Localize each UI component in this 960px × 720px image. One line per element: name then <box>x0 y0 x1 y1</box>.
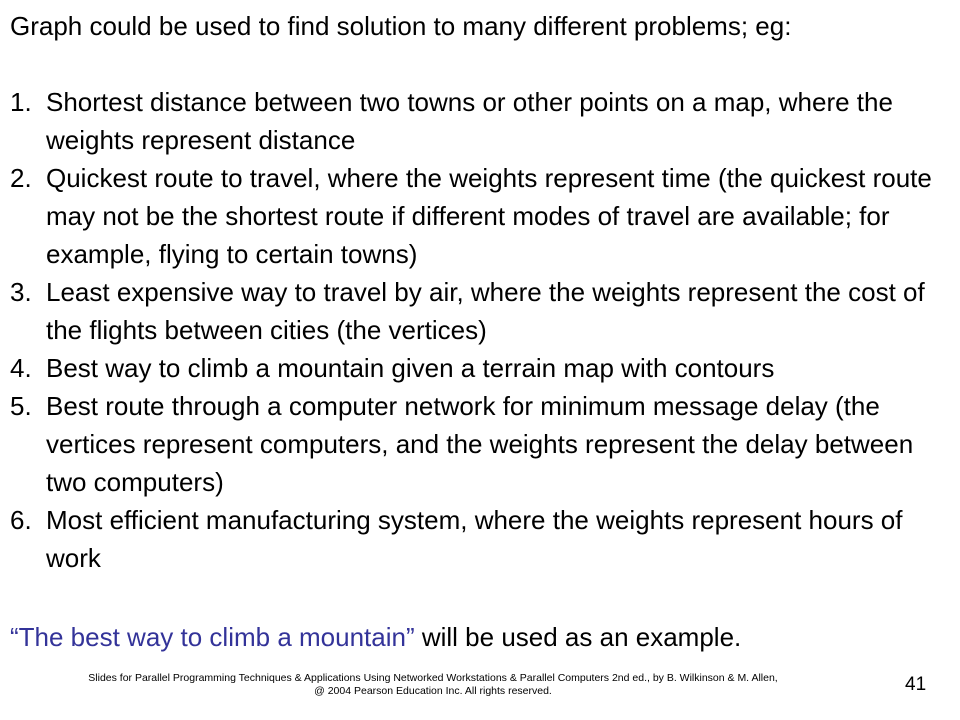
list-item <box>0 273 946 349</box>
footer-line-1: Slides for Parallel Programming Techniques & Applications Using Networked Workstations & Parallel Computers 2nd ed., by B. Wilkinson & M. Allen, <box>88 672 778 684</box>
list-item <box>0 387 946 501</box>
item-number: 2. <box>10 163 32 193</box>
page-number: 41 <box>905 674 927 695</box>
closing-quote: “The best way to climb a mountain” <box>10 622 415 652</box>
item-number: 6. <box>10 505 32 535</box>
list-item <box>0 501 946 577</box>
item-text: Best way to climb a mountain given a terrain map with contours <box>46 353 775 383</box>
item-text: Quickest route to travel, where the weights represent time (the quickest route may not be the shortest route if different modes of travel are available; for example, flying to certain towns) <box>46 163 932 269</box>
item-text: Most efficient manufacturing system, where the weights represent hours of work <box>46 505 903 573</box>
item-number: 4. <box>10 353 32 383</box>
item-number: 5. <box>10 391 32 421</box>
list-item <box>0 349 946 387</box>
footer-credit <box>0 672 866 698</box>
item-number: 1. <box>10 87 32 117</box>
closing-rest: will be used as an example. <box>414 622 742 652</box>
footer-line-2: @ 2004 Pearson Education Inc. All rights reserved. <box>314 685 552 697</box>
item-number: 3. <box>10 277 32 307</box>
list-item <box>0 83 946 159</box>
item-text: Shortest distance between two towns or other points on a map, where the weights represent distance <box>46 87 893 155</box>
list-item <box>0 159 946 273</box>
item-text: Least expensive way to travel by air, where the weights represent the cost of the flights between cities (the vertices) <box>46 277 925 345</box>
problem-list <box>0 83 960 577</box>
intro-text: Graph could be used to find solution to many different problems; eg: <box>10 11 792 41</box>
closing-statement <box>10 618 950 656</box>
item-text: Best route through a computer network for minimum message delay (the vertices represent computers, and the weights represent the delay between two computers) <box>46 391 914 497</box>
